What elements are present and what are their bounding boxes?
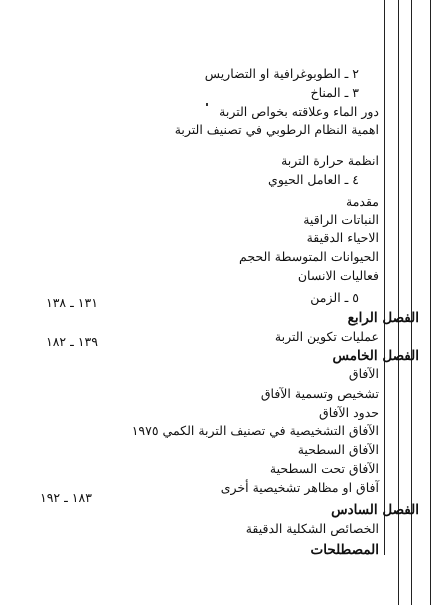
page-range: ١٣١ ـ ١٣٨ <box>46 295 98 310</box>
toc-entry: ٢ ـ الطوبوغرافية او التضاريس <box>204 66 359 81</box>
toc-entry: الآفاق السطحية <box>297 442 379 457</box>
margin-rule <box>384 0 385 555</box>
toc-entry: ٥ ـ الزمن <box>310 290 359 305</box>
toc-entry: النباتات الراقية <box>303 212 379 227</box>
toc-entry: الآفاق تحت السطحية <box>269 461 379 476</box>
toc-entry: انظمة حرارة التربة <box>281 153 379 168</box>
toc-entry: الآفاق التشخيصية في تصنيف التربة الكمي ١٩٧٥ <box>131 423 379 438</box>
toc-entry: الحيوانات المتوسطة الحجم <box>239 249 379 264</box>
toc-entry: مقدمة <box>346 194 379 209</box>
toc-entry: آفاق او مظاهر تشخيصية أخرى <box>220 480 379 495</box>
toc-entry: تشخيص وتسمية الآفاق <box>260 386 379 401</box>
chapter-heading: الفصل السادس <box>331 502 419 518</box>
scan-speck <box>206 103 208 106</box>
toc-entry: الاحياء الدقيقة <box>306 230 379 245</box>
chapter-heading: المصطلحات <box>310 542 379 558</box>
page-range: ١٨٣ ـ ١٩٢ <box>40 490 92 505</box>
chapter-heading: الفصل الخامس <box>332 348 419 364</box>
chapter-heading: الفصل الرابع <box>347 310 419 326</box>
toc-entry: دور الماء وعلاقته بخواص التربة <box>219 104 379 119</box>
toc-entry: الآفاق <box>348 366 379 381</box>
page-range: ١٣٩ ـ ١٨٢ <box>46 334 98 349</box>
margin-rule <box>430 0 431 605</box>
toc-entry: فعاليات الانسان <box>297 268 379 283</box>
toc-entry: اهمية النظام الرطوبي في تصنيف التربة <box>174 122 379 137</box>
toc-entry: الخصائص الشكلية الدقيقة <box>245 521 379 536</box>
toc-entry: ٤ ـ العامل الحيوي <box>268 172 359 187</box>
toc-entry: ٣ ـ المناخ <box>310 85 359 100</box>
toc-entry: عمليات تكوين التربة <box>274 329 379 344</box>
toc-entry: حدود الآفاق <box>319 405 379 420</box>
